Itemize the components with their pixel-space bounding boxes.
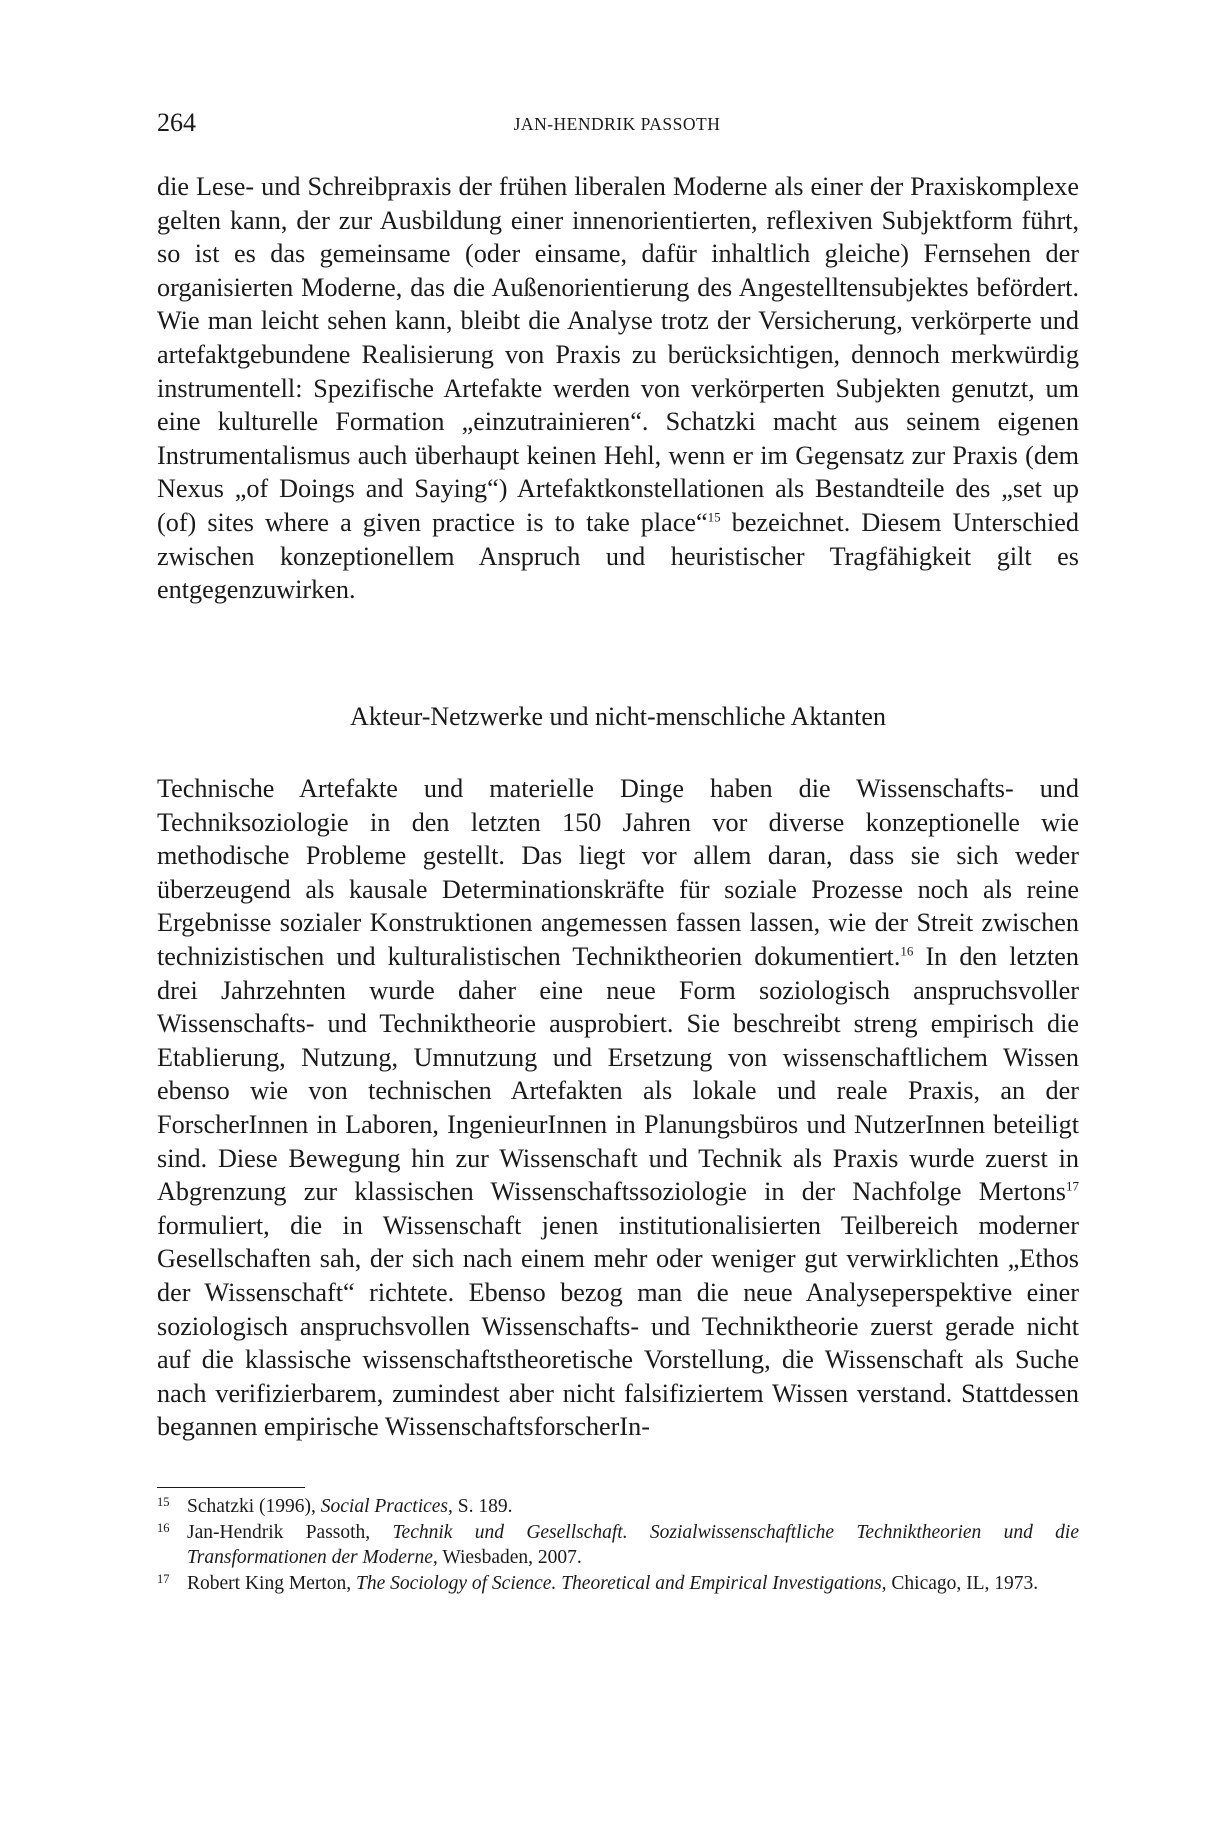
footnote-number: 16 <box>157 1520 170 1535</box>
footnote-title: Technik und Gesellschaft. Sozialwissenschaftliche Techniktheorien und die Transformationen der Moderne <box>187 1521 1080 1568</box>
paragraph-text: In den letzten drei Jahrzehnten wurde daher eine neue Form soziologisch anspruchsvoller Wissenschafts- und Techniktheorie ausprobiert. Sie beschreibt streng empirisch die Etablierung, Nutzung, Umnutzung und Ersetzung von wissenschaftlichem Wissen ebenso wie von technischen Artefakten als lokale und reale Praxis, an der ForscherInnen in Laboren, IngenieurInnen in Planungsbüros und NutzerInnen beteiligt sind. Diese Bewegung hin zur Wissenschaft und Technik als Praxis wurde zuerst in Abgrenzung zur klassischen Wissenschaftssoziologie in der Nachfolge Mertons <box>157 941 1079 1207</box>
footnote-text: , S. 189. <box>448 1496 513 1517</box>
footnote-number: 15 <box>157 1495 170 1509</box>
paragraph-text: bezeichnet. Diesem Unterschied zwischen konzeptionellem Anspruch und heuristischer Tragfähigkeit gilt es entgegenzuwirken. <box>157 507 1079 605</box>
footnote-15 <box>157 1494 1079 1520</box>
footnote-text: , Chicago, IL, 1973. <box>881 1572 1039 1594</box>
footnote-text: Schatzki (1996), <box>187 1496 321 1517</box>
footnote-17 <box>157 1571 1079 1597</box>
paragraph-text: Technische Artefakte und materielle Dinge haben die Wissenschafts- und Techniksoziologie in den letzten 150 Jahren vor diverse konzeptionelle wie methodische Probleme gestellt. Das liegt vor allem daran, dass sie sich weder überzeugend als kausale Determinationskräfte für soziale Prozesse noch als reine Ergebnisse sozialer Konstruktionen angemessen fassen lassen, wie der Streit zwischen technizistischen und kulturalistischen Techniktheorien dokumentiert. <box>157 774 1079 971</box>
footnote-16 <box>157 1520 1079 1571</box>
page-header <box>157 108 1077 138</box>
body-paragraph-1 <box>157 170 1079 607</box>
footnote-text: , Wiesbaden, 2007. <box>432 1547 582 1568</box>
footnote-ref-17: 17 <box>1066 1178 1079 1194</box>
footnote-ref-15: 15 <box>707 509 721 525</box>
page-number: 264 <box>157 108 196 137</box>
paragraph-text: die Lese- und Schreibpraxis der frühen liberalen Moderne als einer der Praxiskomplexe gelten kann, der zur Ausbildung einer innenorientierten, reflexiven Subjektform führt, so ist es das gemeinsame (oder einsame, dafür inhaltlich gleiche) Fernsehen der organisierten Moderne, das die Außenorientierung des Angestelltensubjektes befördert. Wie man leicht sehen kann, bleibt die Analyse trotz der Versicherung, verkörperte und artefaktgebundene Realisierung von Praxis zu berücksichtigen, dennoch merkwürdig instrumentell: Spezifische Artefakte werden von verkörperten Subjekten genutzt, um eine kulturelle Formation „einzutrainieren“. Schatzki macht aus seinem eigenen Instrumentalismus auch überhaupt keinen Hehl, wenn er im Gegensatz zur Praxis (dem Nexus „of Doings and Saying“) Artefaktkonstellationen als Bestandteile des „set up (of) sites where a given practice is to take place“ <box>157 172 1079 537</box>
running-head: JAN-HENDRIK PASSOTH <box>513 114 721 134</box>
paragraph-text: formuliert, die in Wissenschaft jenen institutionalisierten Teilbereich moderner Gesellschaften sah, der sich nach einem mehr oder weniger gut verwirklichten „Ethos der Wissenschaft“ richtete. Ebenso bezog man die neue Analyseperspektive einer soziologisch anspruchsvollen Wissenschafts- und Techniktheorie zuerst gerade nicht auf die klassische wissenschaftstheoretische Vorstellung, die Wissenschaft als Suche nach verifizierbarem, zumindest aber nicht falsifiziertem Wissen verstand. Stattdessen begannen empirische WissenschaftsforscherIn- <box>157 1210 1079 1442</box>
footnote-text: Robert King Merton, <box>187 1572 356 1594</box>
section-heading: Akteur-Netzwerke und nicht-menschliche Aktanten <box>350 702 886 731</box>
footnote-ref-16: 16 <box>900 943 914 959</box>
footnote-number: 17 <box>157 1571 170 1586</box>
footnote-title: Social Practices <box>320 1496 449 1517</box>
footnote-text: Jan-Hendrik Passoth, <box>187 1521 393 1543</box>
footnotes <box>157 1494 1079 1596</box>
body-paragraph-2 <box>157 772 1079 1444</box>
footnote-separator <box>157 1487 305 1488</box>
footnote-title: The Sociology of Science. Theoretical and Empirical Investigations <box>355 1572 882 1594</box>
